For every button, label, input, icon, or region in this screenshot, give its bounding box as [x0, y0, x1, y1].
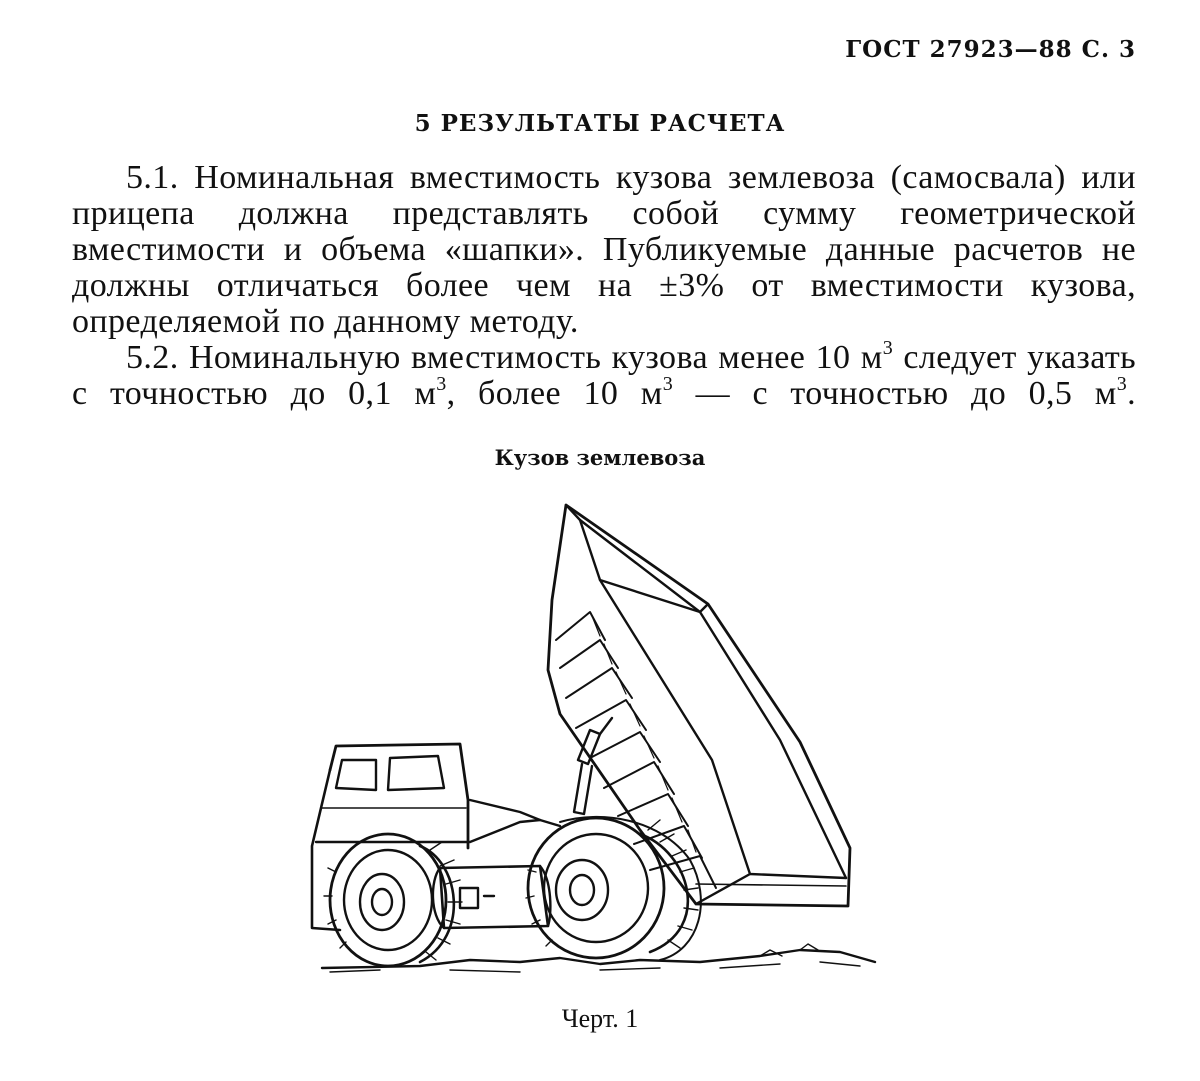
dump-truck-illustration	[300, 495, 890, 985]
p2-text-1: 5.2. Номинальную вместимость кузова менее 10 м	[126, 339, 883, 376]
hoist-cylinder	[574, 718, 612, 814]
dump-body	[548, 505, 850, 906]
cab-window-left	[336, 760, 376, 790]
superscript-3: 3	[1116, 373, 1128, 395]
rear-wheel	[526, 817, 701, 960]
paragraph-5-2	[72, 337, 1136, 412]
p2-text-5: .	[1127, 375, 1136, 412]
truck-cab	[312, 744, 560, 930]
figure-title: Кузов землевоза	[494, 445, 706, 470]
section-title: 5 РЕЗУЛЬТАТЫ РАСЧЕТА	[414, 110, 786, 137]
superscript-3: 3	[882, 337, 894, 359]
p2-text-4: — с точностью до 0,5 м	[673, 375, 1117, 412]
body-text	[72, 160, 1136, 412]
superscript-3: 3	[436, 373, 447, 395]
p2-text-3: , более 10 м	[446, 375, 663, 412]
p2-text-2: следует указать с точностью до 0,1 м	[72, 339, 1136, 412]
paragraph-5-1: 5.1. Номинальная вместимость кузова землевоза (самосвала) или прицепа должна представлять собой сумму геометрической вместимости и объема «шапки». Публикуемые данные расчетов не должны отличаться более чем на ±3% от вместимости кузова, определяемой по данному методу.	[72, 159, 1136, 340]
cab-window-right	[388, 756, 444, 790]
figure-caption: Черт. 1	[561, 1004, 639, 1033]
page-header-code: ГОСТ 27923—88 С. 3	[845, 36, 1136, 63]
superscript-3: 3	[662, 373, 674, 395]
